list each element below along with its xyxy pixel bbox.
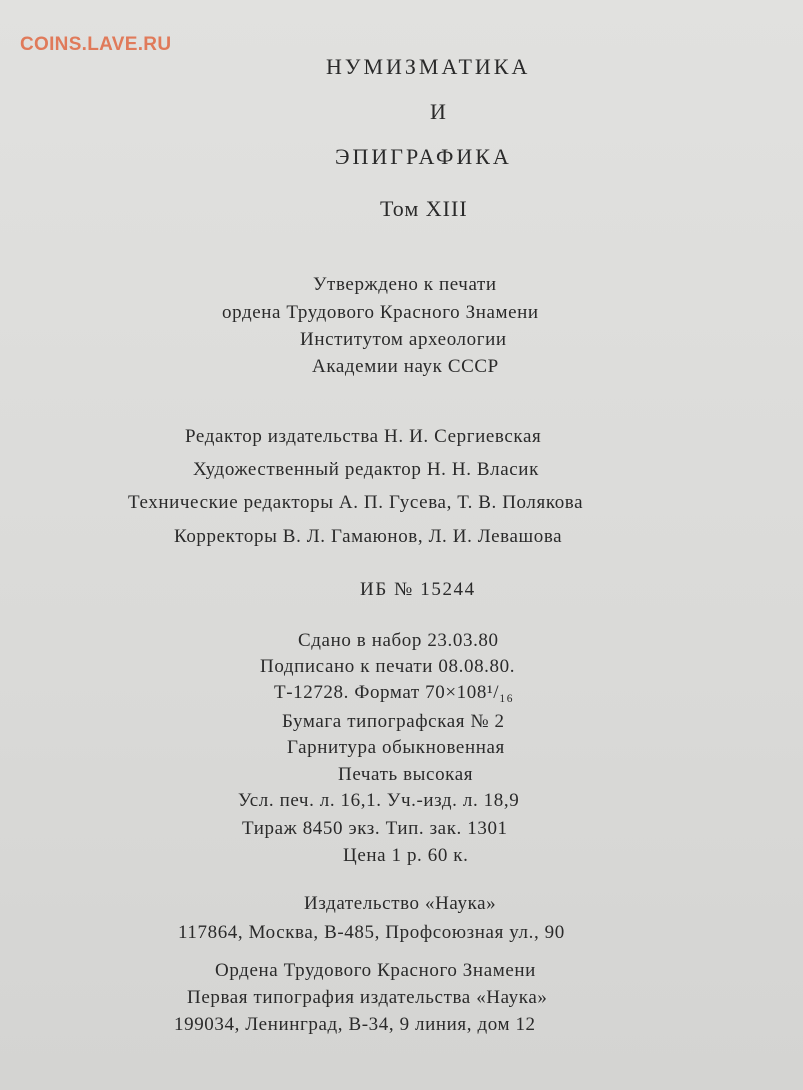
print-run: Тираж 8450 экз. Тип. зак. 1301	[242, 818, 508, 839]
print-format: Т-12728. Формат 70×108¹/₁₆	[274, 682, 514, 703]
title-numismatics: НУМИЗМАТИКА	[326, 54, 531, 79]
print-signed: Подписано к печати 08.08.80.	[260, 656, 516, 677]
ib-number: ИБ № 15244	[360, 579, 476, 600]
print-typeface: Гарнитура обыкновенная	[287, 737, 505, 758]
printer-name: Первая типография издательства «Наука»	[187, 987, 548, 1008]
print-method: Печать высокая	[338, 764, 474, 785]
credit-technical-editors: Технические редакторы А. П. Гусева, Т. В. Полякова	[128, 492, 584, 513]
approval-line-4: Академии наук СССР	[312, 356, 499, 377]
print-sheets: Усл. печ. л. 16,1. Уч.-изд. л. 18,9	[238, 790, 520, 811]
printer-order: Ордена Трудового Красного Знамени	[215, 960, 536, 981]
publisher-address: 117864, Москва, В-485, Профсоюзная ул., 90	[178, 922, 565, 943]
print-price: Цена 1 р. 60 к.	[343, 845, 469, 866]
title-epigraphy: ЭПИГРАФИКА	[335, 144, 512, 169]
approval-line-2: ордена Трудового Красного Знамени	[222, 302, 539, 323]
site-watermark: COINS.LAVE.RU	[20, 34, 172, 55]
approval-line-1: Утверждено к печати	[313, 274, 497, 295]
title-conjunction: И	[430, 99, 449, 124]
publisher-name: Издательство «Наука»	[304, 893, 497, 914]
print-paper: Бумага типографская № 2	[282, 711, 505, 732]
approval-line-3: Институтом археологии	[300, 329, 507, 350]
volume-label: Том XIII	[380, 196, 468, 221]
credit-publishing-editor: Редактор издательства Н. И. Сергиевская	[185, 426, 542, 447]
printer-address: 199034, Ленинград, В-34, 9 линия, дом 12	[174, 1014, 536, 1035]
credit-art-editor: Художественный редактор Н. Н. Власик	[193, 459, 539, 480]
print-submitted: Сдано в набор 23.03.80	[298, 630, 499, 651]
credit-proofreaders: Корректоры В. Л. Гамаюнов, Л. И. Левашова	[174, 526, 563, 547]
